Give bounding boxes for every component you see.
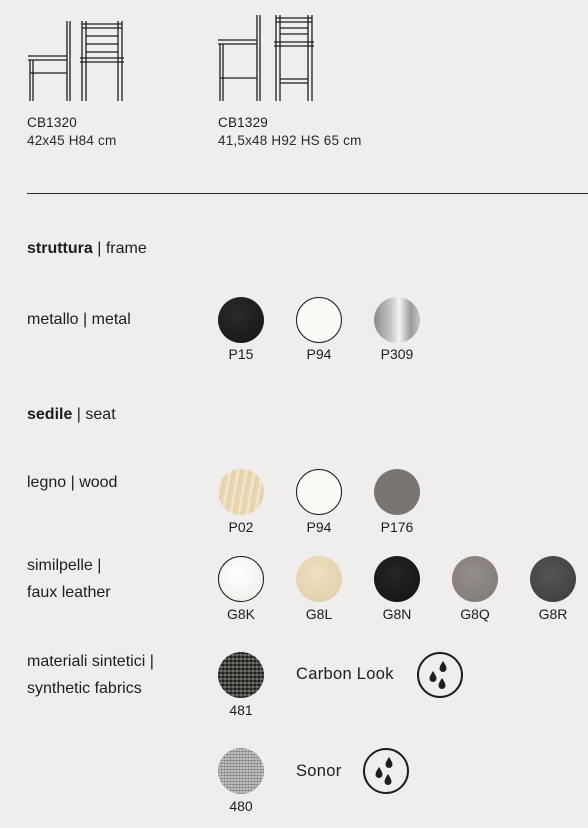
swatch-code: G8R bbox=[538, 606, 568, 622]
product-dimensions: 41,5x48 H92 HS 65 cm bbox=[218, 133, 362, 148]
swatch-code: P15 bbox=[228, 346, 254, 362]
swatch-code: P02 bbox=[228, 519, 254, 535]
product-code: CB1329 bbox=[218, 115, 268, 130]
swatch-code: P94 bbox=[306, 519, 332, 535]
swatch-code: G8N bbox=[382, 606, 412, 622]
swatch-480[interactable] bbox=[218, 748, 264, 794]
swatch-g8q[interactable] bbox=[452, 556, 498, 602]
faux-leather-label-line1: similpelle | bbox=[27, 557, 102, 574]
swatch-p02[interactable] bbox=[218, 469, 264, 515]
swatch-p309[interactable] bbox=[374, 297, 420, 343]
product-code: CB1320 bbox=[27, 115, 77, 130]
product-dimensions: 42x45 H84 cm bbox=[27, 133, 117, 148]
metal-label: metallo | metal bbox=[27, 311, 131, 328]
swatch-g8r[interactable] bbox=[530, 556, 576, 602]
swatch-481[interactable] bbox=[218, 652, 264, 698]
swatch-code: P309 bbox=[380, 346, 414, 362]
swatch-g8n[interactable] bbox=[374, 556, 420, 602]
swatch-p15[interactable] bbox=[218, 297, 264, 343]
swatch-code: 480 bbox=[229, 798, 253, 814]
wood-label: legno | wood bbox=[27, 474, 118, 491]
stool-icon bbox=[216, 13, 316, 102]
swatch-code: G8L bbox=[305, 606, 333, 622]
swatch-p94[interactable] bbox=[296, 469, 342, 515]
swatch-code: P176 bbox=[380, 519, 414, 535]
swatch-code: 481 bbox=[229, 702, 253, 718]
swatch-p176[interactable] bbox=[374, 469, 420, 515]
water-drops-icon bbox=[416, 651, 464, 699]
synthetic-label-line2: synthetic fabrics bbox=[27, 680, 142, 697]
swatch-code: P94 bbox=[306, 346, 332, 362]
section-heading-seat: sedile | seat bbox=[27, 406, 116, 423]
swatch-p94[interactable] bbox=[296, 297, 342, 343]
material-name: Carbon Look bbox=[296, 665, 394, 683]
swatch-code: G8K bbox=[226, 606, 255, 622]
water-drops-icon bbox=[362, 747, 410, 795]
divider bbox=[27, 193, 588, 194]
material-name: Sonor bbox=[296, 762, 342, 780]
synthetic-label-line1: materiali sintetici | bbox=[27, 653, 154, 670]
faux-leather-label-line2: faux leather bbox=[27, 584, 111, 601]
section-heading-frame: struttura | frame bbox=[27, 240, 147, 257]
chair-icon bbox=[26, 18, 126, 102]
swatch-g8l[interactable] bbox=[296, 556, 342, 602]
swatch-g8k[interactable] bbox=[218, 556, 264, 602]
swatch-code: G8Q bbox=[460, 606, 490, 622]
